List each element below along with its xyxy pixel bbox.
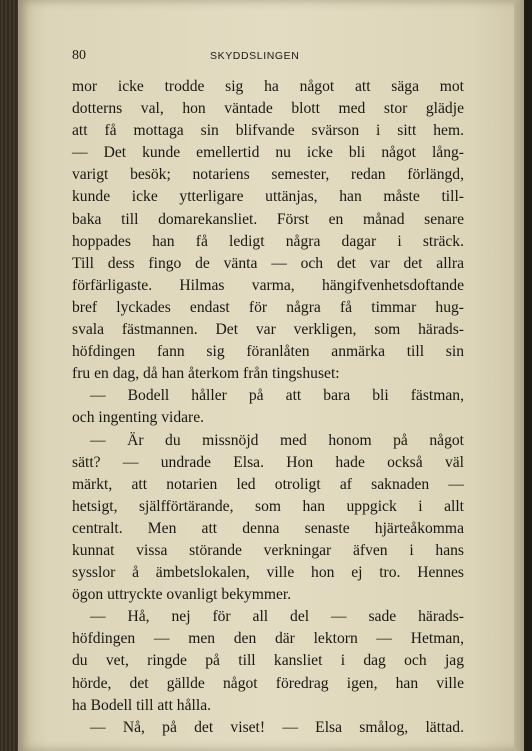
text-line: mor icke trodde sig ha något att säga mot <box>72 78 464 95</box>
text-line: förfärligaste. Hilmas varma, hängifvenhetsdoftande <box>72 276 464 294</box>
text-line: Till dess fingo de vänta — och det var det allra <box>72 254 464 272</box>
text-line: märkt, att notarien led otroligt af saknaden — <box>72 475 464 493</box>
text-line: bref lyckades endast för några få timmar hug- <box>72 298 464 316</box>
text-line: hoppades han få ledigt några dagar i sträck. <box>72 232 464 250</box>
text-line: — Nå, på det viset! — Elsa smålog, lättad. <box>90 718 464 736</box>
text-line: ha Bodell till att hålla. <box>72 696 212 714</box>
page-number: 80 <box>72 48 86 63</box>
text-line: ögon uttryckte ovanligt bekymmer. <box>72 586 292 604</box>
text-line: — Det kunde emellertid nu icke bli något lång- <box>72 144 464 162</box>
text-line: fru en dag, då han återkom från tingshuset: <box>72 365 340 383</box>
text-line: baka till domarekansliet. Först en månad senare <box>72 210 464 228</box>
text-line: sysslor å ämbetslokalen, ville hon ej tro. Hennes <box>72 564 464 582</box>
text-line: kunnat vissa störande verkningar äfven i hans <box>72 541 464 559</box>
text-line: att få mottaga sin blifvande svärson i sitt hem. <box>72 122 464 140</box>
text-line: svala fästmannen. Det var verkligen, som härads- <box>72 321 464 339</box>
text-line: hörde, det gällde något föredrag igen, han ville <box>72 674 464 692</box>
text-line: du vet, ringde på till kansliet i dag och jag <box>72 652 464 670</box>
text-line: — Hå, nej för all del — sade härads- <box>90 608 464 626</box>
text-line: höfdingen — men den där lektorn — Hetman, <box>72 630 464 648</box>
text-line: centralt. Men att denna senaste hjärteåkomma <box>72 519 464 537</box>
text-line: — Bodell håller på att bara bli fästman, <box>90 387 464 405</box>
running-title: SKYDDSLINGEN <box>210 50 300 62</box>
text-line: varigt besök; notariens semester, redan förlängd, <box>72 166 464 184</box>
page-header <box>72 48 462 64</box>
text-line: kunde icke ytterligare uttänjas, han måste till- <box>72 188 464 206</box>
text-line: och ingenting vidare. <box>72 409 205 427</box>
body-text <box>72 76 464 739</box>
text-line: hetsigt, själfförtärande, som han uppgick i allt <box>72 497 464 515</box>
text-line: — Är du missnöjd med honom på något <box>90 431 464 449</box>
text-line: dotterns val, hon väntade blott med stor glädje <box>72 100 464 118</box>
text-line: sätt? — undrade Elsa. Hon hade också väl <box>72 453 464 471</box>
page-edge <box>514 0 524 751</box>
text-line: höfdingen fann sig föranlåten anmärka till sin <box>72 343 464 361</box>
